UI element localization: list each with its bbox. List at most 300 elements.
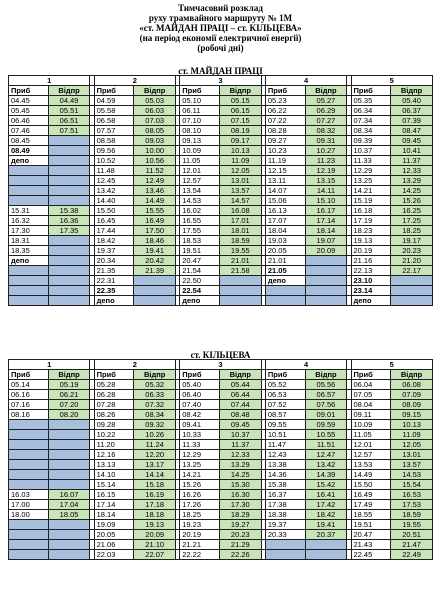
departure-time: 14.11	[305, 186, 347, 196]
departure-time: 07.39	[391, 116, 433, 126]
departure-time: 16.07	[48, 490, 90, 500]
arrival-time	[9, 470, 49, 480]
arrival-time	[9, 540, 49, 550]
arrive-header: Приб	[9, 370, 49, 380]
departure-time: 09.17	[219, 136, 261, 146]
departure-time: 19.41	[305, 520, 347, 530]
departure-time: 05.51	[48, 106, 90, 116]
departure-time: 10.13	[391, 420, 433, 430]
departure-time	[134, 296, 176, 306]
arrival-time: 10.22	[94, 430, 134, 440]
departure-time	[48, 440, 90, 450]
arrival-time: 15.14	[94, 480, 134, 490]
departure-time: 14.57	[219, 196, 261, 206]
table-row	[9, 116, 433, 126]
departure-time: 05.40	[391, 96, 433, 106]
departure-time: 21.29	[219, 540, 261, 550]
arrive-header: Приб	[265, 86, 305, 96]
departure-time	[48, 136, 90, 146]
departure-time: 05.19	[48, 380, 90, 390]
arrival-time: депо	[9, 256, 49, 266]
departure-time	[48, 146, 90, 156]
arrival-time: 12.15	[265, 166, 305, 176]
departure-time: 16.49	[134, 216, 176, 226]
departure-time: 15.55	[134, 206, 176, 216]
table-row	[9, 156, 433, 166]
departure-time: 19.27	[219, 520, 261, 530]
arrival-time: депо	[351, 296, 391, 306]
arrival-time: 12.01	[351, 440, 391, 450]
departure-time: 18.59	[391, 510, 433, 520]
departure-time	[391, 296, 433, 306]
arrival-time: 08.57	[265, 410, 305, 420]
departure-time: 05.32	[134, 380, 176, 390]
arrival-time: 09.56	[94, 146, 134, 156]
departure-time: 18.05	[48, 510, 90, 520]
departure-time: 09.15	[391, 410, 433, 420]
arrival-time: 11.05	[351, 430, 391, 440]
arrival-time: 14.53	[180, 196, 220, 206]
arrival-time: 20.19	[180, 530, 220, 540]
departure-time	[305, 276, 347, 286]
departure-time: 08.20	[48, 410, 90, 420]
arrival-time: 16.03	[9, 490, 49, 500]
departure-time: 14.25	[391, 186, 433, 196]
arrival-time: 05.58	[94, 106, 134, 116]
arrival-time: 18.14	[94, 510, 134, 520]
departure-time	[48, 246, 90, 256]
departure-time: 14.53	[391, 470, 433, 480]
departure-time: 11.24	[134, 440, 176, 450]
arrival-time: 14.49	[351, 470, 391, 480]
arrival-time: 22.35	[94, 286, 134, 296]
departure-time: 07.15	[219, 116, 261, 126]
departure-time: 21.20	[391, 256, 433, 266]
arrival-time: 14.10	[94, 470, 134, 480]
departure-time: 10.00	[134, 146, 176, 156]
arrival-time: 20.19	[351, 246, 391, 256]
departure-time: 20.42	[134, 256, 176, 266]
departure-time	[48, 520, 90, 530]
departure-time: 10.26	[134, 430, 176, 440]
arrival-time	[9, 286, 49, 296]
arrival-time: 18.35	[9, 246, 49, 256]
arrival-time: 05.52	[265, 380, 305, 390]
departure-time: 13.57	[391, 460, 433, 470]
departure-time: 05.44	[219, 380, 261, 390]
arrival-time: 09.27	[265, 136, 305, 146]
departure-time: 10.27	[305, 146, 347, 156]
departure-time: 21.47	[391, 540, 433, 550]
arrival-time: 05.10	[180, 96, 220, 106]
arrival-time: 06.40	[180, 390, 220, 400]
departure-time	[48, 470, 90, 480]
departure-time: 15.10	[305, 196, 347, 206]
table-row	[9, 420, 433, 430]
arrival-time: 05.35	[351, 96, 391, 106]
arrival-time: 21.01	[265, 256, 305, 266]
departure-time	[305, 540, 347, 550]
arrival-time	[9, 440, 49, 450]
departure-time: 13.46	[134, 186, 176, 196]
arrival-time: 10.09	[180, 146, 220, 156]
departure-time: 17.42	[305, 500, 347, 510]
arrival-time	[265, 550, 305, 560]
arrival-time: 13.25	[180, 460, 220, 470]
table-row	[9, 440, 433, 450]
table-row	[9, 196, 433, 206]
schedule-header	[0, 3, 441, 53]
arrival-time: 20.05	[94, 530, 134, 540]
table-row	[9, 430, 433, 440]
departure-time: 05.56	[305, 380, 347, 390]
departure-time: 20.09	[134, 530, 176, 540]
departure-time: 12.05	[219, 166, 261, 176]
arrival-time: 21.06	[94, 540, 134, 550]
arrival-time: 06.58	[94, 116, 134, 126]
table-row	[9, 400, 433, 410]
departure-time: 08.34	[134, 410, 176, 420]
arrival-time: 11.20	[94, 440, 134, 450]
departure-time: 15.54	[391, 480, 433, 490]
departure-time	[391, 276, 433, 286]
departure-time	[48, 420, 90, 430]
table-row	[9, 276, 433, 286]
departure-time: 21.10	[134, 540, 176, 550]
departure-time: 19.17	[391, 236, 433, 246]
table-row	[9, 226, 433, 236]
arrival-time: 14.21	[351, 186, 391, 196]
departure-time: 21.39	[134, 266, 176, 276]
arrival-time: 18.04	[265, 226, 305, 236]
arrival-time: 14.07	[265, 186, 305, 196]
arrival-time: 18.00	[9, 510, 49, 520]
departure-time: 13.42	[305, 460, 347, 470]
arrival-time: 22.50	[180, 276, 220, 286]
run-number: 1	[9, 76, 90, 86]
depart-header: Відпр	[305, 86, 347, 96]
table-row	[9, 256, 433, 266]
arrival-time: 11.47	[265, 440, 305, 450]
departure-time: 06.57	[305, 390, 347, 400]
arrival-time: 14.21	[180, 470, 220, 480]
depart-header: Відпр	[134, 86, 176, 96]
departure-time: 21.58	[219, 266, 261, 276]
arrive-header: Приб	[94, 86, 134, 96]
departure-time: 22.17	[391, 266, 433, 276]
departure-time: 09.01	[305, 410, 347, 420]
departure-time: 08.19	[219, 126, 261, 136]
arrival-time: 07.10	[180, 116, 220, 126]
arrival-time: 12.43	[265, 450, 305, 460]
departure-time: 13.29	[219, 460, 261, 470]
table-row	[9, 490, 433, 500]
arrival-time: 06.11	[180, 106, 220, 116]
arrival-time: 16.55	[180, 216, 220, 226]
departure-time	[48, 296, 90, 306]
departure-time: 22.07	[134, 550, 176, 560]
arrival-time: 11.33	[351, 156, 391, 166]
departure-time: 11.37	[391, 156, 433, 166]
table-row	[9, 520, 433, 530]
run-number: 2	[94, 76, 175, 86]
arrival-time: 04.59	[94, 96, 134, 106]
departure-time: 12.05	[391, 440, 433, 450]
arrival-time: 19.37	[265, 520, 305, 530]
arrival-time: 07.57	[94, 126, 134, 136]
departure-time: 18.14	[305, 226, 347, 236]
departure-time: 10.13	[219, 146, 261, 156]
departure-time: 08.05	[134, 126, 176, 136]
departure-time: 18.01	[219, 226, 261, 236]
departure-time	[305, 296, 347, 306]
arrival-time: 12.16	[94, 450, 134, 460]
departure-time: 11.37	[219, 440, 261, 450]
arrival-time	[9, 450, 49, 460]
departure-time	[219, 296, 261, 306]
run-number: 5	[351, 360, 433, 370]
arrival-time: 19.23	[180, 520, 220, 530]
section-title-kiltseva: ст. КІЛЬЦЕВА	[190, 350, 251, 360]
arrival-time: 06.04	[351, 380, 391, 390]
arrival-time: 09.28	[94, 420, 134, 430]
departure-time: 15.26	[391, 196, 433, 206]
arrive-header: Приб	[94, 370, 134, 380]
arrival-time: 13.11	[265, 176, 305, 186]
departure-time	[305, 266, 347, 276]
arrival-time: 13.13	[94, 460, 134, 470]
arrival-time: 17.38	[265, 500, 305, 510]
departure-time: 12.19	[305, 166, 347, 176]
departure-time: 17.53	[391, 500, 433, 510]
arrival-time: депо	[94, 296, 134, 306]
departure-time: 19.13	[134, 520, 176, 530]
arrival-time	[9, 196, 49, 206]
arrival-time: 05.23	[265, 96, 305, 106]
run-number: 3	[180, 360, 261, 370]
departure-time: 07.56	[305, 400, 347, 410]
arrival-time: 13.53	[351, 460, 391, 470]
depart-header: Відпр	[134, 370, 176, 380]
departure-time: 06.51	[48, 116, 90, 126]
departure-time: 17.30	[219, 500, 261, 510]
header-line-4: (на період економії електричної енергії)	[139, 33, 302, 43]
arrival-time: 19.51	[180, 246, 220, 256]
departure-time: 18.29	[219, 510, 261, 520]
departure-time: 06.03	[134, 106, 176, 116]
run-number: 4	[265, 76, 346, 86]
arrival-time: 08.34	[351, 126, 391, 136]
departure-time: 16.17	[305, 206, 347, 216]
arrival-time: 05.28	[94, 380, 134, 390]
arrival-time: 06.53	[265, 390, 305, 400]
departure-time: 18.46	[134, 236, 176, 246]
arrival-time: 07.40	[180, 400, 220, 410]
depart-header: Відпр	[219, 86, 261, 96]
departure-time: 13.29	[391, 176, 433, 186]
arrival-time: 22.03	[94, 550, 134, 560]
arrival-time: депо	[265, 276, 305, 286]
arrival-time: 07.16	[9, 400, 49, 410]
departure-time	[48, 236, 90, 246]
departure-time: 08.09	[391, 400, 433, 410]
departure-time: 22.26	[219, 550, 261, 560]
section-title-maidan-pratsi: ст. МАЙДАН ПРАЦІ	[178, 66, 263, 76]
departure-time: 16.19	[134, 490, 176, 500]
arrival-time: 17.14	[94, 500, 134, 510]
header-line-5: (робочі дні)	[197, 43, 244, 53]
arrival-time: 20.33	[265, 530, 305, 540]
arrival-time: 09.11	[351, 410, 391, 420]
departure-time: 20.23	[219, 530, 261, 540]
arrival-time	[9, 276, 49, 286]
departure-time: 17.14	[305, 216, 347, 226]
arrival-time: 13.54	[180, 186, 220, 196]
departure-time: 06.29	[305, 106, 347, 116]
arrival-time: 15.26	[180, 480, 220, 490]
departure-time: 09.59	[305, 420, 347, 430]
table-row	[9, 166, 433, 176]
arrival-time: 16.45	[94, 216, 134, 226]
arrival-time: 17.55	[180, 226, 220, 236]
arrival-time: 22.54	[180, 286, 220, 296]
table-row	[9, 266, 433, 276]
depart-header: Відпр	[48, 370, 90, 380]
table-row	[9, 460, 433, 470]
arrival-time: 08.26	[94, 410, 134, 420]
departure-time: 20.09	[305, 246, 347, 256]
departure-time: 14.14	[134, 470, 176, 480]
arrival-time: 08.49	[9, 146, 49, 156]
departure-time	[48, 196, 90, 206]
table-row	[9, 96, 433, 106]
departure-time: 09.45	[391, 136, 433, 146]
departure-time: 09.32	[134, 420, 176, 430]
arrival-time	[9, 520, 49, 530]
header-line-3: «ст. МАЙДАН ПРАЦІ – ст. КІЛЬЦЕВА»	[139, 23, 302, 33]
arrival-time: 18.53	[180, 236, 220, 246]
table-row	[9, 480, 433, 490]
arrival-time: 11.33	[180, 440, 220, 450]
departure-time	[48, 276, 90, 286]
arrive-header: Приб	[265, 370, 305, 380]
departure-time: 05.03	[134, 96, 176, 106]
schedule-table-maidan-pratsi	[8, 75, 433, 306]
arrival-time: 10.23	[265, 146, 305, 156]
arrival-time: 15.38	[265, 480, 305, 490]
departure-time: 09.03	[134, 136, 176, 146]
departure-time: 07.03	[134, 116, 176, 126]
departure-time: 07.27	[305, 116, 347, 126]
table-row	[9, 106, 433, 116]
departure-time: 06.44	[219, 390, 261, 400]
departure-time: 11.23	[305, 156, 347, 166]
departure-time: 04.49	[48, 96, 90, 106]
departure-time	[48, 450, 90, 460]
departure-time: 19.07	[305, 236, 347, 246]
arrive-header: Приб	[351, 370, 391, 380]
departure-time: 18.25	[391, 226, 433, 236]
arrival-time: 09.55	[265, 420, 305, 430]
arrival-time: 19.13	[351, 236, 391, 246]
departure-time: 19.41	[134, 246, 176, 256]
departure-time	[48, 166, 90, 176]
departure-time: 16.30	[219, 490, 261, 500]
arrival-time: 18.23	[351, 226, 391, 236]
departure-time	[48, 430, 90, 440]
arrival-time: 09.13	[180, 136, 220, 146]
departure-time: 11.52	[134, 166, 176, 176]
table-row	[9, 146, 433, 156]
arrival-time: 15.50	[94, 206, 134, 216]
arrive-header: Приб	[351, 86, 391, 96]
arrival-time: 19.03	[265, 236, 305, 246]
arrival-time: 04.45	[9, 96, 49, 106]
arrival-time: 14.40	[94, 196, 134, 206]
arrival-time: 07.52	[265, 400, 305, 410]
arrival-time: 14.36	[265, 470, 305, 480]
arrival-time: 22.45	[351, 550, 391, 560]
arrival-time: 07.28	[94, 400, 134, 410]
departure-time: 10.37	[219, 430, 261, 440]
departure-time	[48, 480, 90, 490]
departure-time	[219, 286, 261, 296]
arrival-time	[9, 530, 49, 540]
departure-time: 17.25	[391, 216, 433, 226]
arrival-time: 18.42	[94, 236, 134, 246]
arrival-time	[9, 430, 49, 440]
arrival-time: 21.05	[265, 266, 305, 276]
arrival-time: 16.15	[94, 490, 134, 500]
table-row	[9, 550, 433, 560]
arrival-time: 22.13	[351, 266, 391, 276]
departure-time: 15.18	[134, 480, 176, 490]
table-row	[9, 500, 433, 510]
table-row	[9, 470, 433, 480]
departure-time: 13.57	[219, 186, 261, 196]
departure-time: 14.25	[219, 470, 261, 480]
table-row	[9, 380, 433, 390]
table-row	[9, 246, 433, 256]
arrival-time	[9, 420, 49, 430]
arrival-time: 13.25	[351, 176, 391, 186]
schedule-table-kiltseva	[8, 359, 433, 560]
arrival-time: 07.46	[9, 126, 49, 136]
arrival-time: 16.02	[180, 206, 220, 216]
arrival-time: 08.16	[9, 410, 49, 420]
departure-time	[48, 530, 90, 540]
arrival-time: 05.45	[9, 106, 49, 116]
departure-time: 07.20	[48, 400, 90, 410]
depart-header: Відпр	[305, 370, 347, 380]
arrival-time: 07.05	[351, 390, 391, 400]
departure-time: 12.33	[391, 166, 433, 176]
table-row	[9, 540, 433, 550]
arrival-time	[9, 266, 49, 276]
departure-time: 06.08	[391, 380, 433, 390]
arrival-time	[9, 296, 49, 306]
arrival-time: 17.00	[9, 500, 49, 510]
departure-time: 16.53	[391, 490, 433, 500]
departure-time	[48, 460, 90, 470]
departure-time: 14.49	[134, 196, 176, 206]
departure-time: 21.01	[219, 256, 261, 266]
arrival-time: 11.05	[180, 156, 220, 166]
arrival-time: депо	[9, 156, 49, 166]
arrive-header: Приб	[180, 86, 220, 96]
departure-time: 16.25	[391, 206, 433, 216]
arrival-time: 06.46	[9, 116, 49, 126]
